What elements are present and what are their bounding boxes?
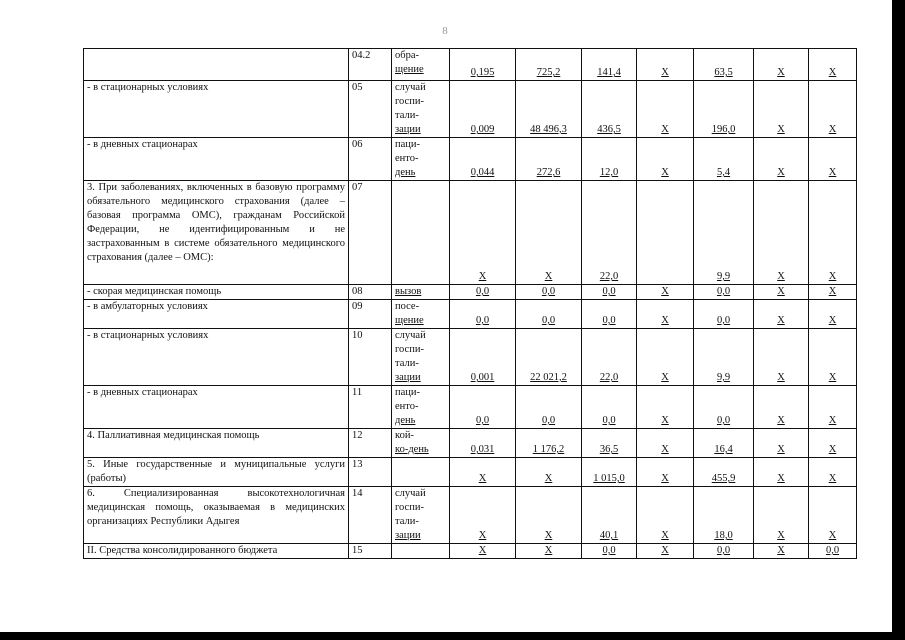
value-text: X bbox=[828, 124, 837, 135]
unit-line: зации bbox=[395, 530, 421, 541]
value-text: 272,6 bbox=[536, 167, 561, 178]
value-cell bbox=[694, 458, 754, 487]
value-cell bbox=[694, 544, 754, 559]
value-cell bbox=[754, 386, 809, 429]
value-text: X bbox=[544, 473, 553, 484]
unit-line: зации bbox=[395, 124, 421, 135]
row-code-cell: 04.2 bbox=[349, 49, 392, 81]
unit-cell bbox=[392, 300, 450, 329]
unit-line: енто- bbox=[395, 153, 419, 164]
row-code-cell: 07 bbox=[349, 181, 392, 285]
unit-cell bbox=[392, 81, 450, 138]
value-cell bbox=[582, 181, 637, 285]
unit-cell bbox=[392, 458, 450, 487]
value-text: 0,009 bbox=[470, 124, 495, 135]
value-text: 0,0 bbox=[716, 286, 731, 297]
value-cell bbox=[582, 458, 637, 487]
value-cell bbox=[754, 49, 809, 81]
table-row bbox=[84, 81, 857, 138]
value-text: 455,9 bbox=[711, 473, 736, 484]
value-text: 36,5 bbox=[599, 444, 619, 455]
value-text: 9,9 bbox=[716, 372, 731, 383]
unit-cell bbox=[392, 285, 450, 300]
value-text: 0,0 bbox=[825, 545, 840, 556]
unit-line: тали- bbox=[395, 516, 419, 527]
value-cell bbox=[582, 138, 637, 181]
value-cell bbox=[809, 49, 857, 81]
unit-line: паци- bbox=[395, 139, 421, 150]
value-text: X bbox=[828, 473, 837, 484]
value-text: 0,0 bbox=[475, 286, 490, 297]
value-text: 12,0 bbox=[599, 167, 619, 178]
unit-line: случай bbox=[395, 82, 426, 93]
scan-right-edge bbox=[892, 0, 905, 640]
value-cell bbox=[754, 544, 809, 559]
unit-cell bbox=[392, 487, 450, 544]
value-cell bbox=[809, 458, 857, 487]
value-text: X bbox=[661, 372, 669, 383]
row-name-cell bbox=[84, 49, 349, 81]
value-cell bbox=[582, 329, 637, 386]
row-name-cell: II. Средства консолидированного бюджета bbox=[84, 544, 349, 559]
value-text: X bbox=[828, 286, 837, 297]
row-name-cell: 4. Паллиативная медицинская помощь bbox=[84, 429, 349, 458]
value-cell bbox=[582, 81, 637, 138]
row-name-cell: - в стационарных условиях bbox=[84, 329, 349, 386]
unit-line: посе- bbox=[395, 301, 420, 312]
value-cell bbox=[450, 138, 516, 181]
value-text: X bbox=[777, 545, 785, 556]
value-cell bbox=[450, 49, 516, 81]
value-text: 436,5 bbox=[597, 124, 621, 135]
value-text: X bbox=[478, 271, 487, 282]
value-text: X bbox=[828, 415, 837, 426]
unit-line: госпи- bbox=[395, 344, 424, 355]
table-row bbox=[84, 429, 857, 458]
value-text: 0,0 bbox=[602, 415, 616, 426]
value-text: X bbox=[478, 530, 487, 541]
table-body bbox=[84, 49, 857, 559]
value-cell bbox=[809, 300, 857, 329]
value-cell bbox=[516, 300, 582, 329]
value-cell bbox=[450, 487, 516, 544]
value-cell bbox=[637, 138, 694, 181]
value-text: X bbox=[828, 530, 837, 541]
row-code-cell: 05 bbox=[349, 81, 392, 138]
row-code-cell: 10 bbox=[349, 329, 392, 386]
unit-cell bbox=[392, 138, 450, 181]
value-text: X bbox=[661, 124, 669, 135]
table-row bbox=[84, 544, 857, 559]
value-text: 0,0 bbox=[541, 415, 556, 426]
value-text: X bbox=[828, 444, 837, 455]
value-cell bbox=[450, 458, 516, 487]
value-text: X bbox=[777, 315, 785, 326]
value-text: 141,4 bbox=[597, 67, 621, 78]
row-code-cell: 14 bbox=[349, 487, 392, 544]
value-text: 48 496,3 bbox=[530, 124, 567, 135]
unit-cell bbox=[392, 544, 450, 559]
unit-line: щение bbox=[395, 315, 424, 326]
unit-cell bbox=[392, 386, 450, 429]
unit-line: обра- bbox=[395, 50, 419, 61]
row-code-cell: 06 bbox=[349, 138, 392, 181]
unit-line: госпи- bbox=[395, 502, 424, 513]
value-cell bbox=[637, 300, 694, 329]
table-row bbox=[84, 181, 857, 285]
value-text: X bbox=[777, 372, 785, 383]
value-text: X bbox=[777, 415, 785, 426]
value-text: 0,0 bbox=[602, 315, 616, 326]
value-cell bbox=[754, 329, 809, 386]
value-text: 16,4 bbox=[714, 444, 733, 455]
value-text: X bbox=[661, 530, 669, 541]
value-text: X bbox=[828, 67, 837, 78]
value-text: 196,0 bbox=[711, 124, 736, 135]
unit-line: тали- bbox=[395, 110, 419, 121]
value-text: 725,2 bbox=[536, 67, 561, 78]
value-text: X bbox=[544, 530, 553, 541]
value-text: 0,195 bbox=[470, 67, 495, 78]
value-text: 0,0 bbox=[475, 415, 490, 426]
value-text: X bbox=[777, 67, 785, 78]
scan-bottom-edge bbox=[0, 632, 892, 640]
value-cell bbox=[809, 181, 857, 285]
table-row bbox=[84, 487, 857, 544]
value-text: X bbox=[828, 372, 837, 383]
value-cell bbox=[637, 181, 694, 285]
value-cell bbox=[582, 429, 637, 458]
value-text: 0,0 bbox=[602, 545, 616, 556]
value-text: X bbox=[828, 271, 837, 282]
value-text: 18,0 bbox=[714, 530, 733, 541]
value-cell bbox=[516, 285, 582, 300]
value-cell bbox=[450, 329, 516, 386]
value-cell bbox=[516, 487, 582, 544]
table-row bbox=[84, 285, 857, 300]
value-text: 5,4 bbox=[716, 167, 731, 178]
value-cell bbox=[516, 429, 582, 458]
row-name-cell: 6. Специализированная высокотехнологичная медицинская помощь, оказываемая в медицинских организациях Республики Адыгея bbox=[84, 487, 349, 544]
row-name-cell: 3. При заболеваниях, включенных в базовую программу обязательного медицинского страхования (далее – базовая программа ОМС), гражданам Российской Федерации, не идентифицированным и не застрахованным в системе обязательного медицинского страхования (далее – ОМС): bbox=[84, 181, 349, 285]
value-cell bbox=[582, 544, 637, 559]
value-cell bbox=[754, 285, 809, 300]
unit-cell bbox=[392, 329, 450, 386]
value-cell bbox=[516, 386, 582, 429]
value-text: 1 176,2 bbox=[532, 444, 565, 455]
row-code-cell: 13 bbox=[349, 458, 392, 487]
value-text: X bbox=[777, 271, 785, 282]
table-row bbox=[84, 458, 857, 487]
row-code-cell: 12 bbox=[349, 429, 392, 458]
value-cell bbox=[694, 181, 754, 285]
value-cell bbox=[754, 429, 809, 458]
value-cell bbox=[694, 429, 754, 458]
row-name-cell: - скорая медицинская помощь bbox=[84, 285, 349, 300]
unit-line: зации bbox=[395, 372, 421, 383]
value-cell bbox=[694, 300, 754, 329]
value-cell bbox=[516, 81, 582, 138]
table-row bbox=[84, 49, 857, 81]
value-cell bbox=[450, 300, 516, 329]
unit-line: щение bbox=[395, 64, 424, 75]
value-text: X bbox=[777, 286, 785, 297]
value-cell bbox=[694, 49, 754, 81]
value-cell bbox=[450, 285, 516, 300]
value-cell bbox=[582, 285, 637, 300]
value-cell bbox=[450, 181, 516, 285]
value-cell bbox=[809, 285, 857, 300]
table-row bbox=[84, 386, 857, 429]
value-cell bbox=[516, 181, 582, 285]
table-row bbox=[84, 329, 857, 386]
value-text: 22 021,2 bbox=[530, 372, 567, 383]
unit-cell bbox=[392, 181, 450, 285]
unit-line: кой- bbox=[395, 430, 414, 441]
value-cell bbox=[637, 81, 694, 138]
value-text: 0,044 bbox=[470, 167, 495, 178]
value-text: X bbox=[661, 67, 669, 78]
value-text: X bbox=[828, 315, 837, 326]
value-cell bbox=[582, 300, 637, 329]
value-cell bbox=[516, 458, 582, 487]
unit-line: вызов bbox=[395, 286, 422, 297]
value-cell bbox=[637, 544, 694, 559]
row-name-cell: - в дневных стационарах bbox=[84, 138, 349, 181]
value-cell bbox=[754, 81, 809, 138]
value-text: 9,9 bbox=[716, 271, 731, 282]
value-cell bbox=[450, 429, 516, 458]
value-text: X bbox=[661, 473, 669, 484]
unit-line: случай bbox=[395, 488, 426, 499]
unit-line: день bbox=[395, 415, 416, 426]
value-text: 40,1 bbox=[599, 530, 619, 541]
value-cell bbox=[637, 285, 694, 300]
value-cell bbox=[754, 458, 809, 487]
value-text: X bbox=[777, 473, 785, 484]
value-text: 0,001 bbox=[470, 372, 495, 383]
row-code-cell: 15 bbox=[349, 544, 392, 559]
value-text: X bbox=[661, 444, 669, 455]
value-text: X bbox=[661, 415, 669, 426]
row-code-cell: 11 bbox=[349, 386, 392, 429]
value-text: 0,0 bbox=[716, 545, 731, 556]
unit-line: паци- bbox=[395, 387, 421, 398]
unit-line: день bbox=[395, 167, 416, 178]
value-cell bbox=[754, 138, 809, 181]
value-cell bbox=[809, 81, 857, 138]
row-code-cell: 08 bbox=[349, 285, 392, 300]
value-text: X bbox=[544, 271, 553, 282]
value-cell bbox=[450, 544, 516, 559]
value-text: X bbox=[661, 315, 669, 326]
value-cell bbox=[637, 458, 694, 487]
value-text: 0,0 bbox=[716, 315, 731, 326]
value-text: X bbox=[661, 286, 669, 297]
value-cell bbox=[694, 386, 754, 429]
value-cell bbox=[637, 49, 694, 81]
value-text: 0,0 bbox=[602, 286, 616, 297]
value-cell bbox=[516, 49, 582, 81]
value-cell bbox=[637, 386, 694, 429]
value-cell bbox=[516, 329, 582, 386]
value-cell bbox=[694, 81, 754, 138]
value-cell bbox=[637, 329, 694, 386]
value-cell bbox=[582, 386, 637, 429]
value-cell bbox=[582, 487, 637, 544]
value-text: X bbox=[777, 124, 785, 135]
value-cell bbox=[450, 81, 516, 138]
value-text: 22,0 bbox=[599, 372, 619, 383]
value-text: X bbox=[828, 167, 837, 178]
value-cell bbox=[694, 285, 754, 300]
value-cell bbox=[582, 49, 637, 81]
row-name-cell: - в амбулаторных условиях bbox=[84, 300, 349, 329]
value-cell bbox=[694, 329, 754, 386]
budget-table bbox=[83, 48, 857, 559]
value-cell bbox=[637, 487, 694, 544]
value-text: X bbox=[661, 167, 669, 178]
table-row bbox=[84, 300, 857, 329]
value-text: X bbox=[777, 444, 785, 455]
value-cell bbox=[450, 386, 516, 429]
unit-line: ко-день bbox=[395, 444, 429, 455]
unit-line: тали- bbox=[395, 358, 419, 369]
value-cell bbox=[754, 487, 809, 544]
row-code-cell: 09 bbox=[349, 300, 392, 329]
value-cell bbox=[516, 138, 582, 181]
unit-line: госпи- bbox=[395, 96, 424, 107]
value-text: 22,0 bbox=[599, 271, 619, 282]
unit-line: енто- bbox=[395, 401, 419, 412]
value-cell bbox=[809, 429, 857, 458]
value-cell bbox=[809, 544, 857, 559]
value-text: X bbox=[544, 545, 553, 556]
value-text: 0,0 bbox=[541, 286, 556, 297]
value-cell bbox=[809, 386, 857, 429]
value-text: X bbox=[661, 545, 669, 556]
value-text: 0,0 bbox=[475, 315, 490, 326]
row-name-cell: - в дневных стационарах bbox=[84, 386, 349, 429]
value-text: 0,0 bbox=[716, 415, 731, 426]
table-row bbox=[84, 138, 857, 181]
value-text: X bbox=[777, 530, 785, 541]
value-cell bbox=[809, 138, 857, 181]
value-cell bbox=[809, 329, 857, 386]
unit-cell bbox=[392, 49, 450, 81]
row-name-cell: - в стационарных условиях bbox=[84, 81, 349, 138]
value-text: 1 015,0 bbox=[593, 473, 625, 484]
value-cell bbox=[809, 487, 857, 544]
page-number: 8 bbox=[442, 25, 448, 37]
unit-cell bbox=[392, 429, 450, 458]
value-cell bbox=[694, 138, 754, 181]
value-cell bbox=[754, 181, 809, 285]
value-text: 0,031 bbox=[470, 444, 495, 455]
value-text: 0,0 bbox=[541, 315, 556, 326]
value-text: 63,5 bbox=[714, 67, 733, 78]
unit-line: случай bbox=[395, 330, 426, 341]
value-text: X bbox=[478, 545, 487, 556]
value-cell bbox=[694, 487, 754, 544]
value-cell bbox=[754, 300, 809, 329]
value-cell bbox=[637, 429, 694, 458]
value-text: X bbox=[777, 167, 785, 178]
row-name-cell: 5. Иные государственные и муниципальные услуги (работы) bbox=[84, 458, 349, 487]
value-text: X bbox=[478, 473, 487, 484]
value-cell bbox=[516, 544, 582, 559]
